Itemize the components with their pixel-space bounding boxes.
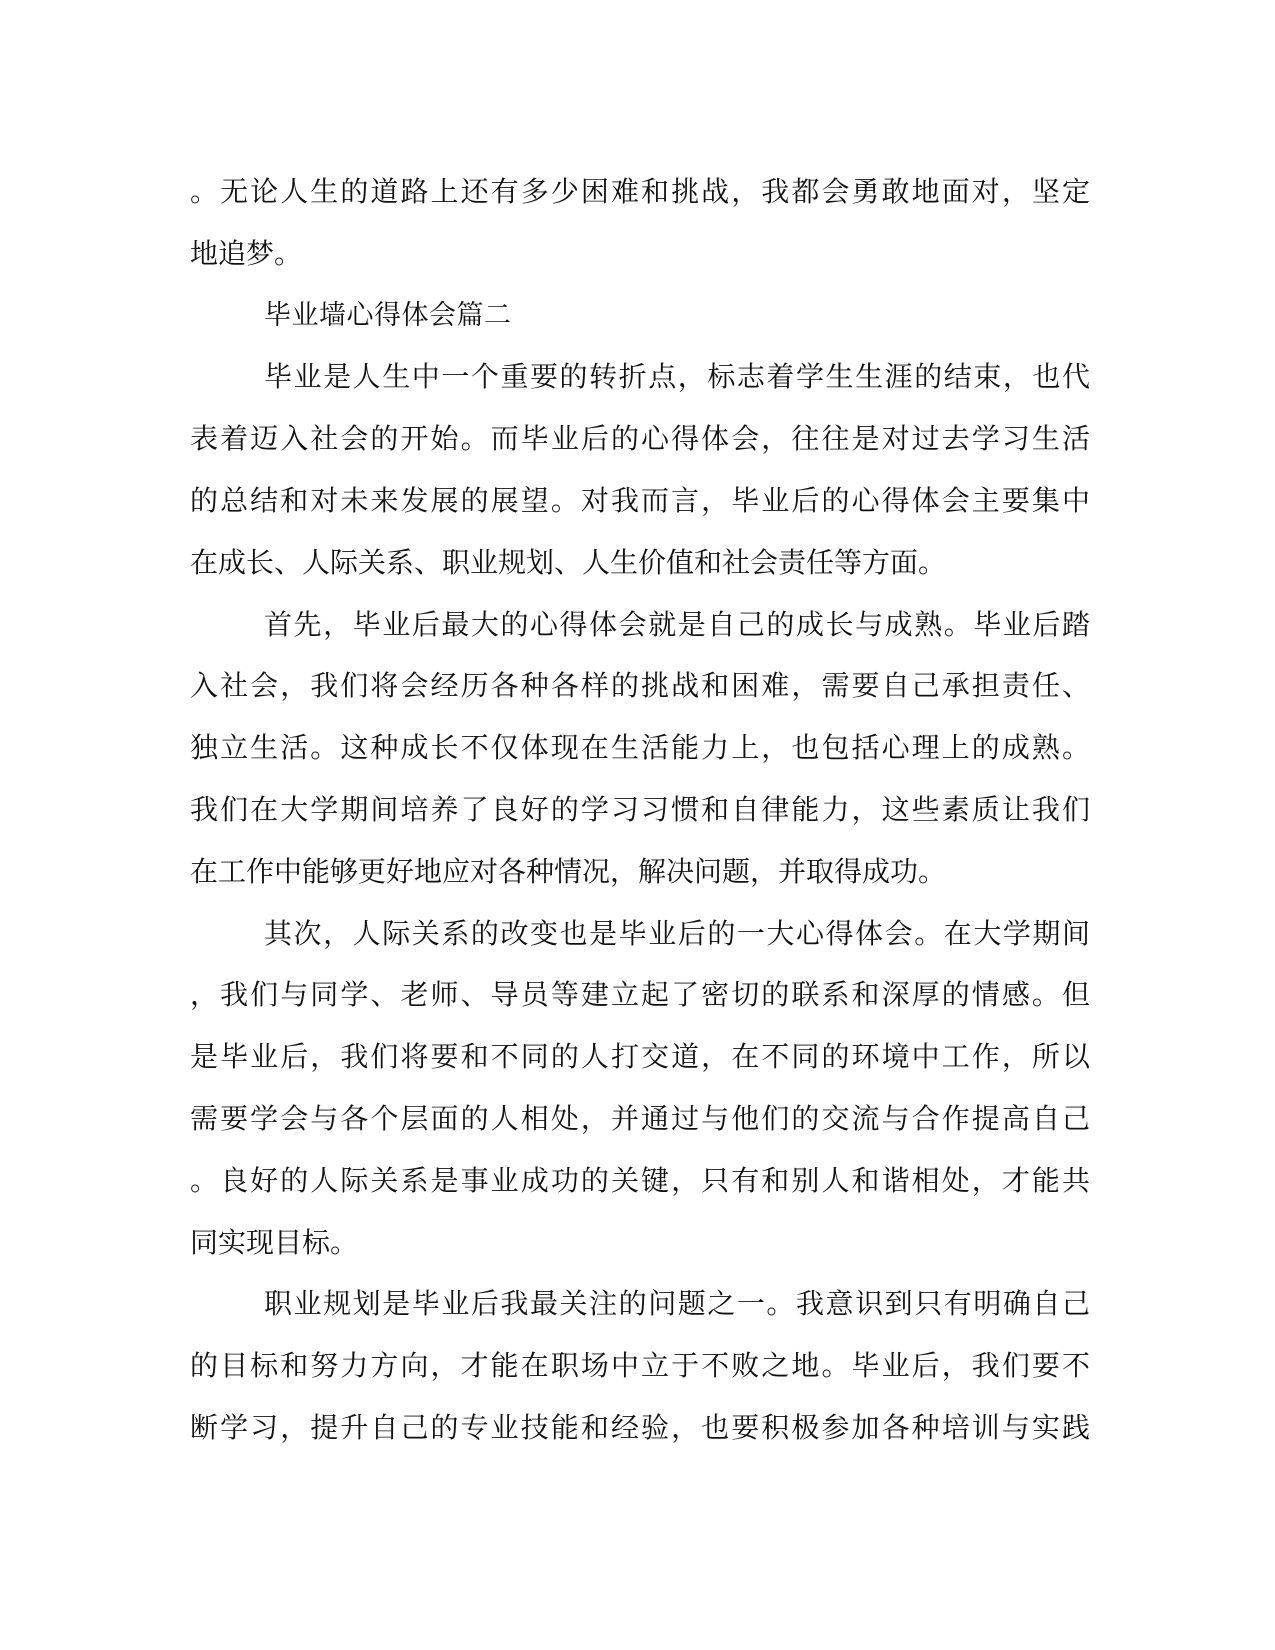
text-line: 入社会，我们将会经历各种各样的挑战和困难，需要自己承担责任、	[190, 669, 1090, 703]
text-line: 的目标和努力方向，才能在职场中立于不败之地。毕业后，我们要不	[190, 1349, 1090, 1383]
text-line: 地追梦。	[190, 236, 303, 270]
section-heading: 毕业墙心得体会篇二	[264, 299, 512, 331]
text-line: ，我们与同学、老师、导员等建立起了密切的联系和深厚的情感。但	[190, 978, 1090, 1012]
text-line: 其次，人际关系的改变也是毕业后的一大心得体会。在大学期间	[264, 916, 1090, 950]
text-line: 同实现目标。	[190, 1225, 359, 1259]
text-line: 需要学会与各个层面的人相处，并通过与他们的交流与合作提高自己	[190, 1101, 1090, 1135]
text-line: 在成长、人际关系、职业规划、人生价值和社会责任等方面。	[190, 545, 947, 579]
text-line: 表着迈入社会的开始。而毕业后的心得体会，往往是对过去学习生活	[190, 422, 1090, 456]
text-line: 。无论人生的道路上还有多少困难和挑战，我都会勇敢地面对，坚定	[190, 175, 1090, 208]
text-line: 是毕业后，我们将要和不同的人打交道，在不同的环境中工作，所以	[190, 1040, 1090, 1074]
text-line: 我们在大学期间培养了良好的学习习惯和自律能力，这些素质让我们	[190, 792, 1090, 826]
text-line: 职业规划是毕业后我最关注的问题之一。我意识到只有明确自己	[264, 1287, 1090, 1321]
text-line: 的总结和对未来发展的展望。对我而言，毕业后的心得体会主要集中	[190, 483, 1090, 517]
text-line: 独立生活。这种成长不仅体现在生活能力上，也包括心理上的成熟。	[190, 731, 1090, 765]
text-line: 断学习，提升自己的专业技能和经验，也要积极参加各种培训与实践	[190, 1410, 1090, 1444]
text-line: 在工作中能够更好地应对各种情况，解决问题，并取得成功。	[190, 854, 947, 888]
document-body	[190, 161, 1090, 1459]
text-line: 毕业是人生中一个重要的转折点，标志着学生生涯的结束，也代	[264, 360, 1090, 394]
text-line: 。良好的人际关系是事业成功的关键，只有和别人和谐相处，才能共	[190, 1163, 1090, 1197]
text-line: 首先，毕业后最大的心得体会就是自己的成长与成熟。毕业后踏	[264, 607, 1090, 641]
